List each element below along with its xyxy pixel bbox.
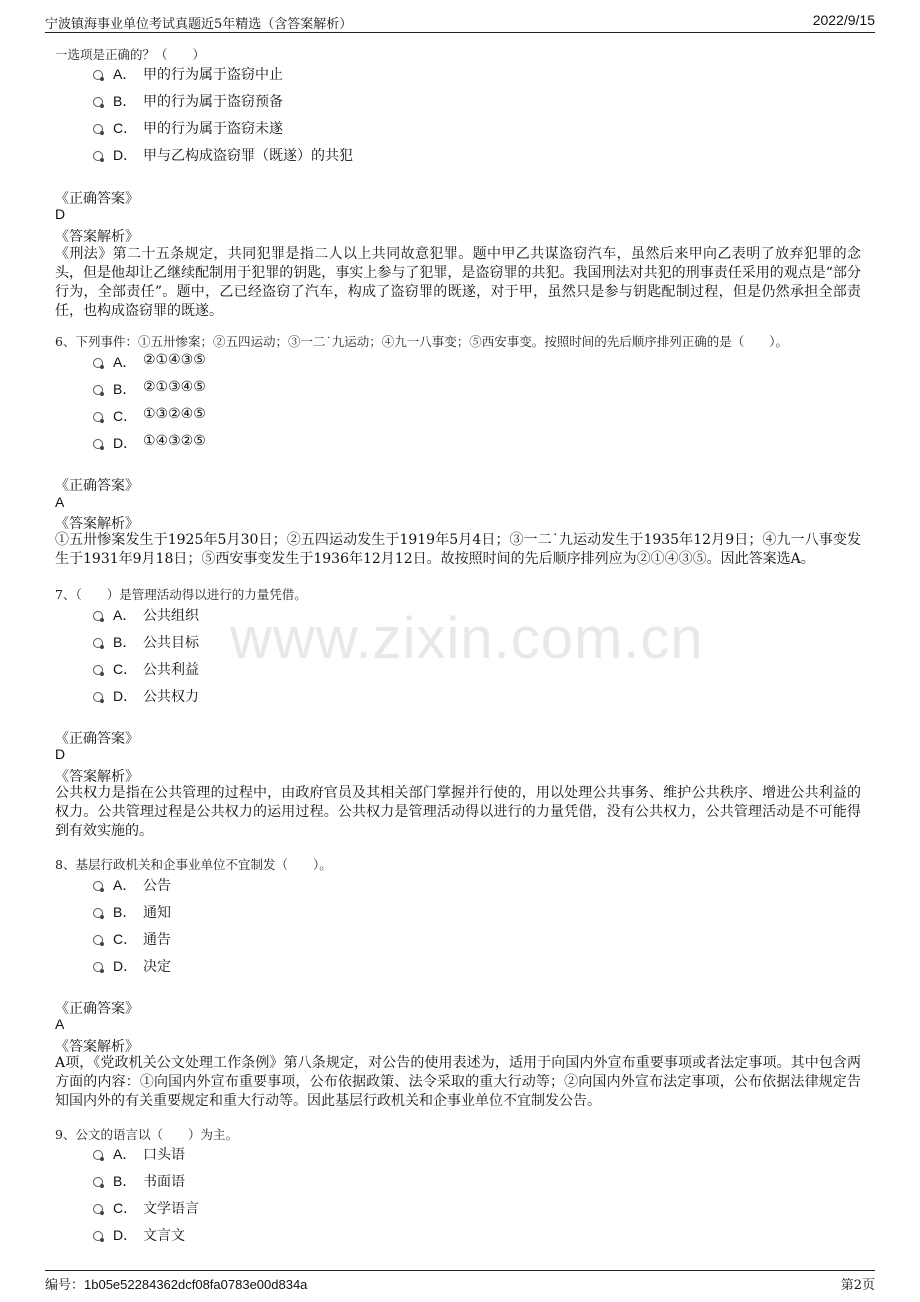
radio-icon[interactable] [93,1231,103,1241]
radio-icon[interactable] [93,385,103,395]
analysis-label: 《答案解析》 [55,1039,139,1055]
question-stem: 8、基层行政机关和企事业单位不宜制发（ ）。 [55,857,332,872]
document-date: 2022/9/15 [812,12,875,28]
correct-answer: A [55,494,65,510]
analysis-text: A项，《党政机关公文处理工作条例》第八条规定，对公告的使用表述为，适用于向国内外宣布重要事项或者法定事项。其中包含两方面的内容：①向国内外宣布重要事项，公布依据政策、法令采取的重大行动等；②向国内外宣布法定事项，公布依据法律规定告知国内外的有关重要规定和重大行动等。因此基层行政机关和企事业单位不宜制发公告。 [55,1055,861,1109]
correct-answer-label: 《正确答案》 [55,731,139,747]
radio-icon[interactable] [93,962,103,972]
analysis-label: 《答案解析》 [55,516,139,532]
radio-icon[interactable] [93,1177,103,1187]
radio-icon[interactable] [93,1150,103,1160]
radio-icon[interactable] [93,439,103,449]
radio-icon[interactable] [93,665,103,675]
radio-icon[interactable] [93,692,103,702]
analysis-text: ①五卅惨案发生于1925年5月30日；②五四运动发生于1919年5月4日；③一二˙九运动发生于1935年12月9日；④九一八事变发生于1931年9月18日；⑤西安事变发生于1936年12月12日。故按照时间的先后顺序排列应为②①④③⑤。因此答案选A。 [55,532,861,567]
radio-icon[interactable] [93,70,103,80]
question-stem: 7、（ ）是管理活动得以进行的力量凭借。 [55,587,307,602]
radio-icon[interactable] [93,908,103,918]
question-stem: 6、下列事件：①五卅惨案；②五四运动；③一二˙九运动；④九一八事变；⑤西安事变。按照时间的先后顺序排列正确的是（ ）。 [55,334,788,349]
radio-icon[interactable] [93,412,103,422]
radio-icon[interactable] [93,97,103,107]
watermark: www.zixin.com.cn [230,606,704,671]
page-footer [45,1270,875,1295]
correct-answer: A [55,1016,65,1032]
correct-answer-label: 《正确答案》 [55,1001,139,1017]
document-code: 编号：1b05e52284362dcf08fa0783e00d834a [45,1277,308,1293]
radio-icon[interactable] [93,638,103,648]
question-stem: 一选项是正确的？（ ） [55,47,206,62]
correct-answer: D [55,206,66,222]
page-header [45,10,875,33]
analysis-label: 《答案解析》 [55,229,139,245]
radio-icon[interactable] [93,935,103,945]
radio-icon[interactable] [93,611,103,621]
correct-answer-label: 《正确答案》 [55,191,139,207]
analysis-text: 《刑法》第二十五条规定，共同犯罪是指二人以上共同故意犯罪。题中甲乙共谋盗窃汽车，虽然后来甲向乙表明了放弃犯罪的念头，但是他却让乙继续配制用于犯罪的钥匙，事实上参与了犯罪，是盗窃罪的共犯。我国刑法对共犯的刑事责任采用的观点是“部分行为，全部责任”。题中，乙已经盗窃了汽车，构成了盗窃罪的既遂，对于甲，虽然只是参与钥匙配制过程，但是仍然承担全部责任，也构成盗窃罪的既遂。 [55,246,861,319]
page-number: 第2页 [840,1278,875,1293]
radio-icon[interactable] [93,1204,103,1214]
document-title: 宁波镇海事业单位考试真题近5年精选（含答案解析） [45,17,353,32]
analysis-text: 公共权力是指在公共管理的过程中，由政府官员及其相关部门掌握并行使的，用以处理公共事务、维护公共秩序、增进公共利益的权力。公共管理过程是公共权力的运用过程。公共权力是管理活动得以进行的力量凭借，没有公共权力，公共管理活动是不可能得到有效实施的。 [55,785,861,839]
analysis-label: 《答案解析》 [55,769,139,785]
correct-answer-label: 《正确答案》 [55,478,139,494]
radio-icon[interactable] [93,881,103,891]
radio-icon[interactable] [93,124,103,134]
correct-answer: D [55,746,66,762]
question-stem: 9、公文的语言以（ ）为主。 [55,1127,238,1142]
radio-icon[interactable] [93,358,103,368]
radio-icon[interactable] [93,151,103,161]
